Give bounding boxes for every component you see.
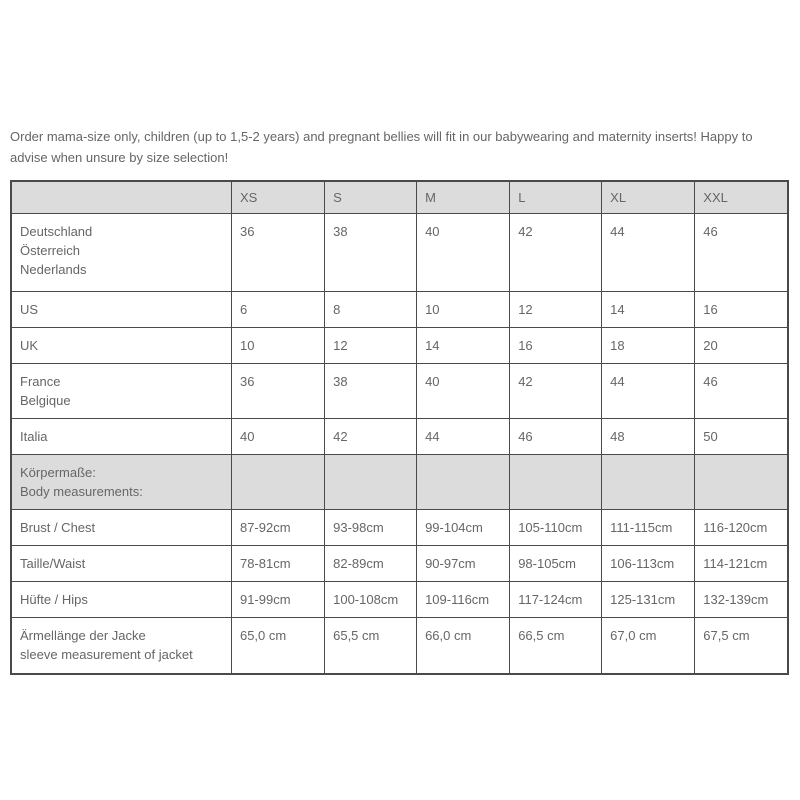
size-cell-de-at-nl-xs: 36 (231, 214, 324, 292)
size-cell-it-s: 42 (325, 419, 417, 455)
size-cell-hips-s: 100-108cm (325, 582, 417, 618)
col-header-m: M (417, 181, 510, 214)
size-cell-body-measurements-xl (602, 455, 695, 510)
row-label-sleeve (11, 618, 231, 675)
col-header-s: S (325, 181, 417, 214)
row-label-line: Brust / Chest (20, 520, 96, 535)
size-cell-body-measurements-l (510, 455, 602, 510)
size-cell-de-at-nl-l: 42 (510, 214, 602, 292)
size-cell-hips-xl: 125-131cm (602, 582, 695, 618)
size-cell-de-at-nl-s: 38 (325, 214, 417, 292)
size-cell-us-m: 10 (417, 292, 510, 328)
table-row-de-at-nl (11, 214, 788, 292)
size-cell-waist-s: 82-89cm (325, 546, 417, 582)
row-label-body-measurements (11, 455, 231, 510)
row-label-hips (11, 582, 231, 618)
table-row-fr-be (11, 364, 788, 419)
row-label-line: Belgique (20, 393, 71, 408)
size-cell-fr-be-xs: 36 (231, 364, 324, 419)
size-cell-us-l: 12 (510, 292, 602, 328)
table-row-waist (11, 546, 788, 582)
col-header-xl: XL (602, 181, 695, 214)
size-cell-chest-s: 93-98cm (325, 510, 417, 546)
intro-text: Order mama-size only, children (up to 1,5-2 years) and pregnant bellies will fit in our babywearing and maternity inserts! Happy to advise when unsure by size selection! (10, 129, 753, 165)
size-cell-chest-xxl: 116-120cm (695, 510, 788, 546)
table-row-hips (11, 582, 788, 618)
row-label-line: US (20, 302, 39, 317)
size-cell-hips-xs: 91-99cm (231, 582, 324, 618)
row-label-line: Body measurements: (20, 484, 143, 499)
table-row-chest (11, 510, 788, 546)
section-row-body-measurements (11, 455, 788, 510)
row-label-line: Deutschland (20, 224, 93, 239)
size-cell-waist-l: 98-105cm (510, 546, 602, 582)
size-cell-body-measurements-xxl (695, 455, 788, 510)
size-cell-waist-xxl: 114-121cm (695, 546, 788, 582)
row-label-line: Hüfte / Hips (20, 592, 88, 607)
size-cell-sleeve-xl: 67,0 cm (602, 618, 695, 675)
size-cell-us-xs: 6 (231, 292, 324, 328)
size-cell-fr-be-xxl: 46 (695, 364, 788, 419)
size-cell-body-measurements-xs (231, 455, 324, 510)
size-cell-it-xs: 40 (231, 419, 324, 455)
header-row (11, 181, 788, 214)
table-row-sleeve (11, 618, 788, 675)
size-cell-chest-m: 99-104cm (417, 510, 510, 546)
size-cell-us-xxl: 16 (695, 292, 788, 328)
size-cell-sleeve-s: 65,5 cm (325, 618, 417, 675)
size-cell-uk-l: 16 (510, 328, 602, 364)
col-header-xs: XS (231, 181, 324, 214)
size-cell-de-at-nl-m: 40 (417, 214, 510, 292)
row-label-fr-be (11, 364, 231, 419)
size-chart-header (11, 181, 788, 214)
row-label-us (11, 292, 231, 328)
size-cell-uk-xs: 10 (231, 328, 324, 364)
size-cell-hips-l: 117-124cm (510, 582, 602, 618)
size-cell-body-measurements-s (325, 455, 417, 510)
row-label-line: Nederlands (20, 262, 87, 277)
row-label-line: France (20, 374, 61, 389)
row-label-waist (11, 546, 231, 582)
row-label-line: sleeve measurement of jacket (20, 647, 193, 662)
row-label-line: Österreich (20, 243, 80, 258)
row-label-line: UK (20, 338, 39, 353)
size-cell-it-xl: 48 (602, 419, 695, 455)
table-row-it (11, 419, 788, 455)
size-cell-sleeve-l: 66,5 cm (510, 618, 602, 675)
row-label-de-at-nl (11, 214, 231, 292)
col-header-l: L (510, 181, 602, 214)
row-label-it (11, 419, 231, 455)
size-cell-waist-xs: 78-81cm (231, 546, 324, 582)
size-cell-fr-be-s: 38 (325, 364, 417, 419)
size-chart-table (10, 180, 789, 675)
size-cell-it-l: 46 (510, 419, 602, 455)
size-cell-chest-xl: 111-115cm (602, 510, 695, 546)
row-label-uk (11, 328, 231, 364)
size-cell-us-s: 8 (325, 292, 417, 328)
size-cell-hips-xxl: 132-139cm (695, 582, 788, 618)
size-cell-fr-be-xl: 44 (602, 364, 695, 419)
col-header-blank (11, 181, 231, 214)
size-cell-de-at-nl-xl: 44 (602, 214, 695, 292)
size-cell-it-xxl: 50 (695, 419, 788, 455)
size-cell-chest-l: 105-110cm (510, 510, 602, 546)
size-cell-fr-be-l: 42 (510, 364, 602, 419)
size-cell-hips-m: 109-116cm (417, 582, 510, 618)
size-cell-uk-s: 12 (325, 328, 417, 364)
row-label-line: Ärmellänge der Jacke (20, 628, 146, 643)
row-label-line: Italia (20, 429, 48, 444)
size-cell-waist-xl: 106-113cm (602, 546, 695, 582)
size-cell-uk-xl: 18 (602, 328, 695, 364)
size-cell-uk-xxl: 20 (695, 328, 788, 364)
size-cell-uk-m: 14 (417, 328, 510, 364)
size-cell-sleeve-xs: 65,0 cm (231, 618, 324, 675)
size-cell-sleeve-m: 66,0 cm (417, 618, 510, 675)
size-cell-it-m: 44 (417, 419, 510, 455)
col-header-xxl: XXL (695, 181, 788, 214)
size-cell-us-xl: 14 (602, 292, 695, 328)
size-cell-sleeve-xxl: 67,5 cm (695, 618, 788, 675)
size-cell-fr-be-m: 40 (417, 364, 510, 419)
row-label-line: Körpermaße: (20, 465, 96, 480)
row-label-chest (11, 510, 231, 546)
size-chart-body (11, 214, 788, 675)
size-cell-de-at-nl-xxl: 46 (695, 214, 788, 292)
row-label-line: Taille/Waist (20, 556, 86, 571)
size-cell-chest-xs: 87-92cm (231, 510, 324, 546)
table-row-us (11, 292, 788, 328)
size-cell-waist-m: 90-97cm (417, 546, 510, 582)
size-cell-body-measurements-m (417, 455, 510, 510)
table-row-uk (11, 328, 788, 364)
